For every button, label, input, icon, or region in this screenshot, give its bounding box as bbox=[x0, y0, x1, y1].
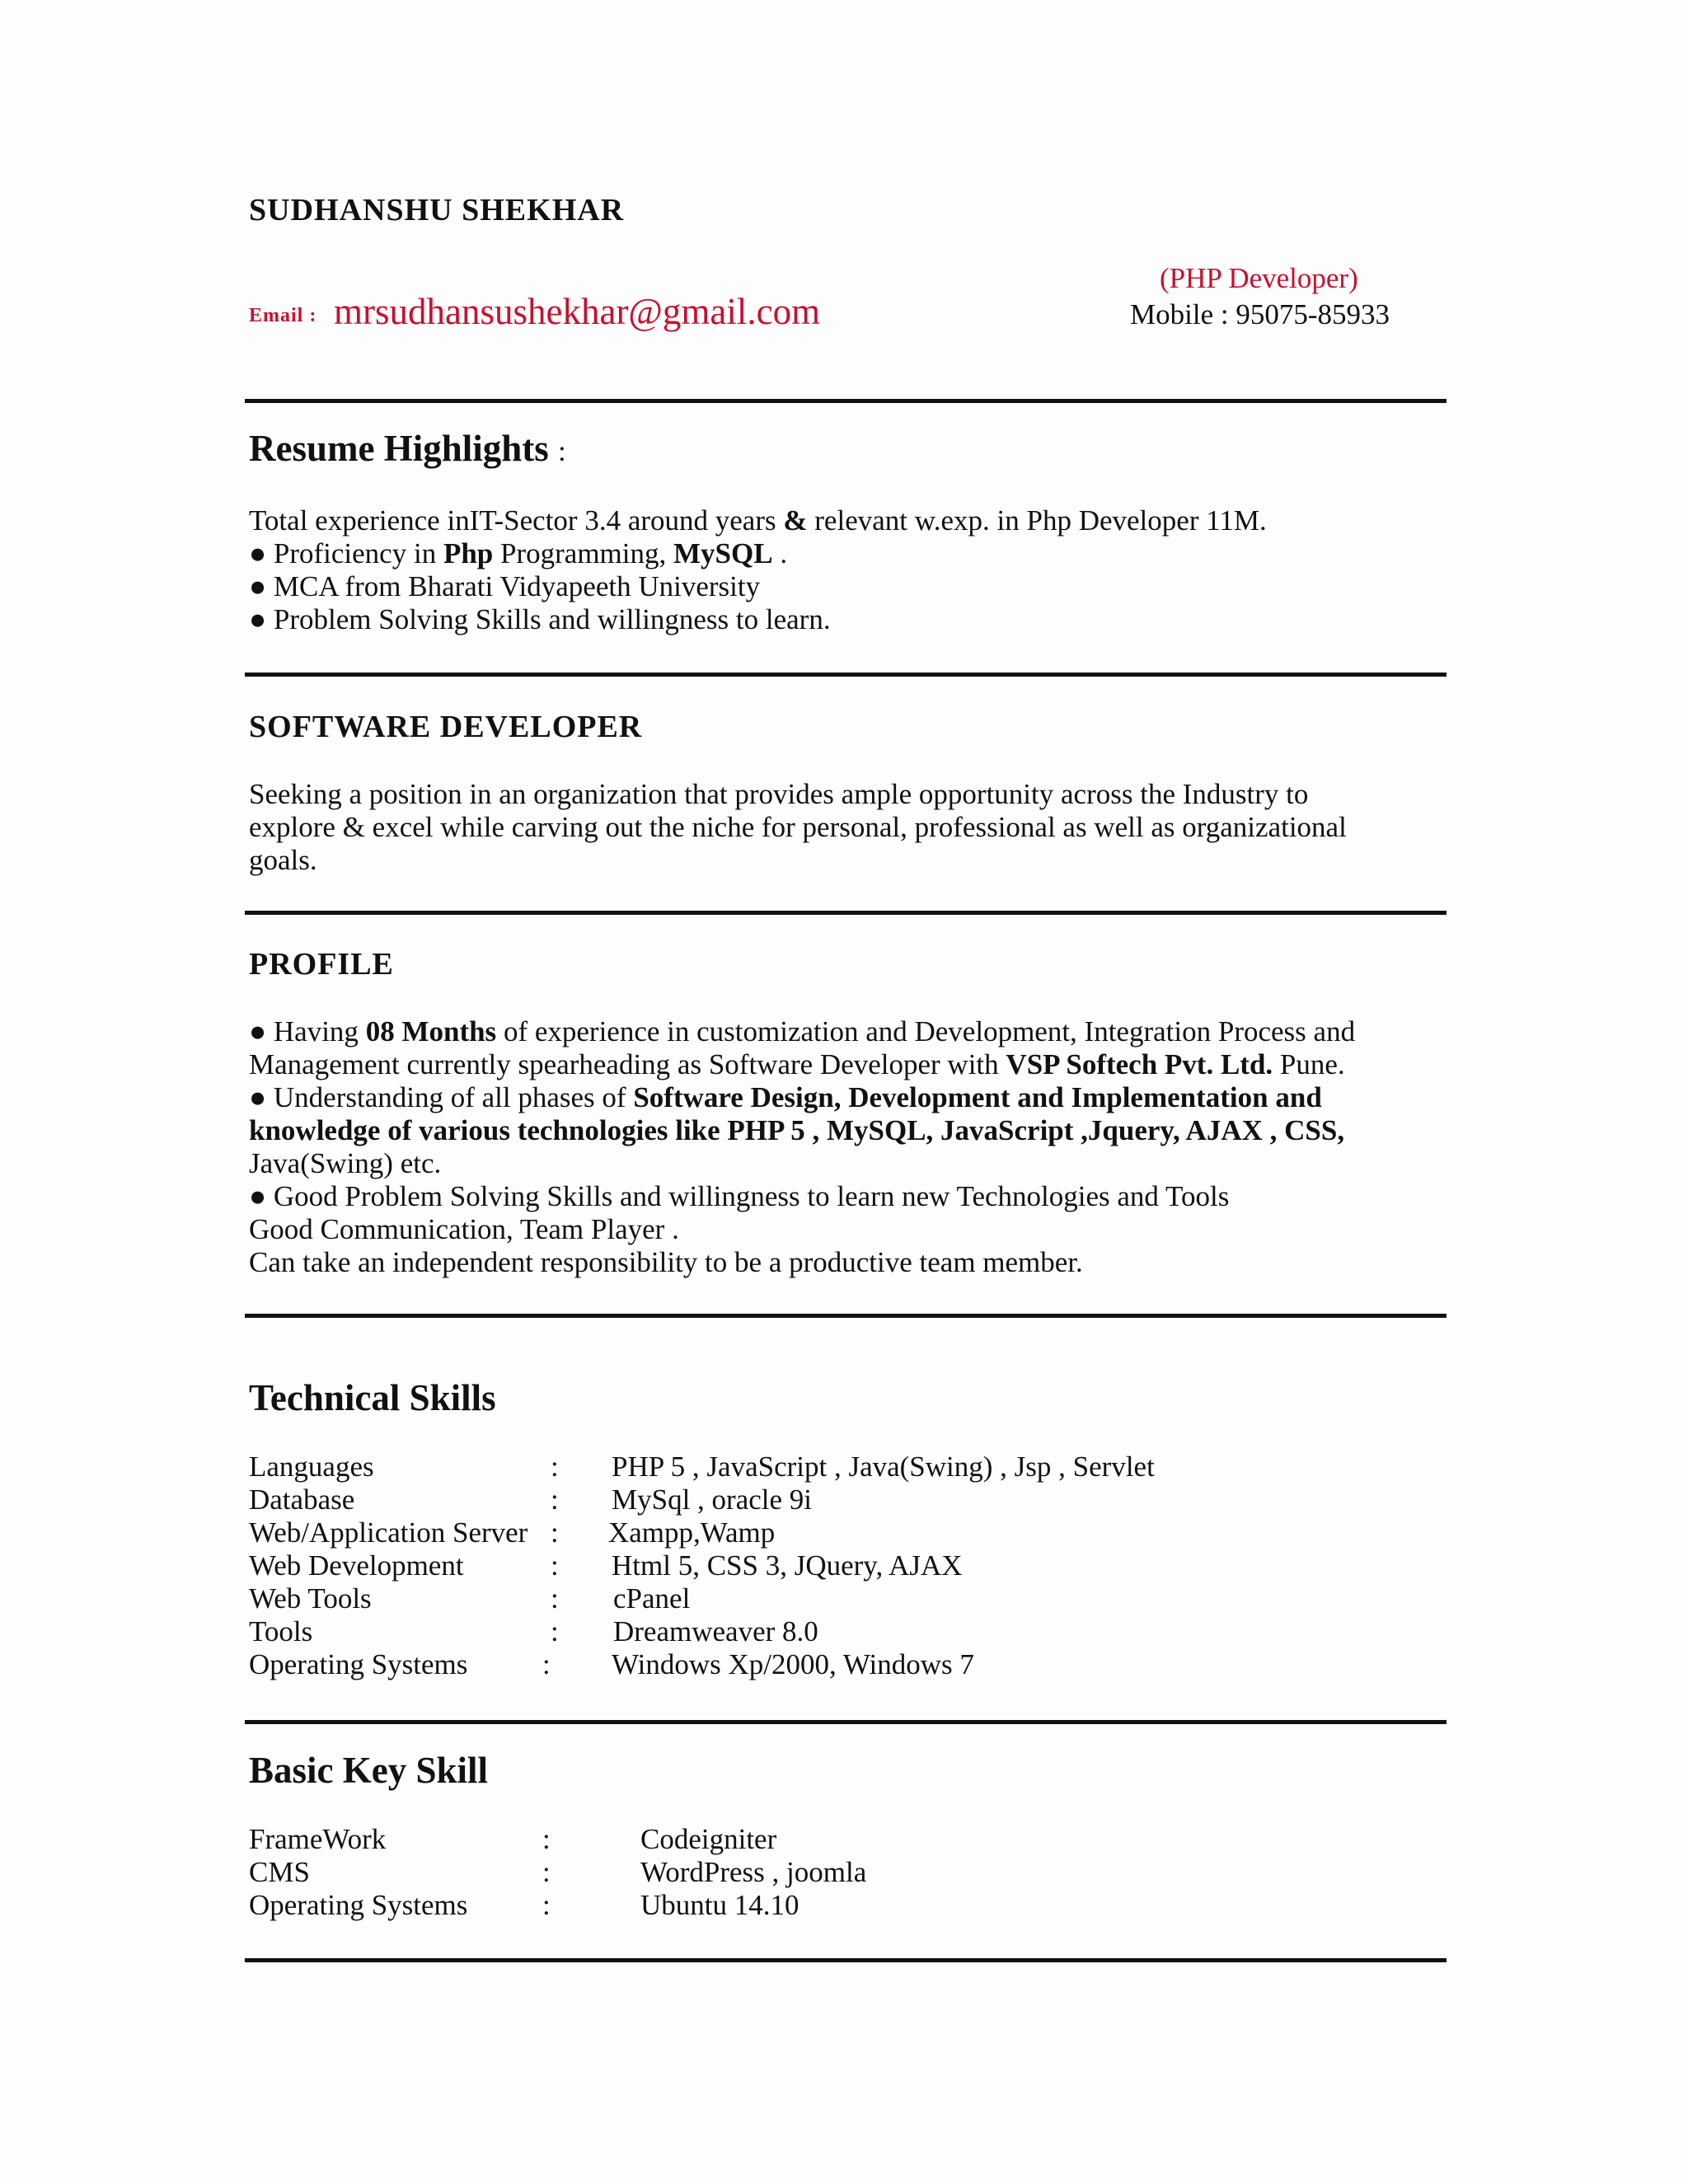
highlight-text: Programming, bbox=[493, 537, 673, 569]
skill-separator: : bbox=[551, 1516, 559, 1549]
highlight-line-mca: ● MCA from Bharati Vidyapeeth University bbox=[249, 570, 761, 602]
objective-line: goals. bbox=[249, 844, 317, 876]
skill-label: Web/Application Server bbox=[249, 1516, 528, 1549]
candidate-name: SUDHANSHU SHEKHAR bbox=[249, 193, 625, 227]
skill-separator: : bbox=[551, 1582, 559, 1615]
profile-line: Can take an independent responsibility to be a productive team member. bbox=[249, 1246, 1083, 1278]
highlight-text: relevant w.exp. in Php Developer 11M. bbox=[807, 504, 1267, 537]
profile-phases: Software Design, Development and Implementation and bbox=[633, 1081, 1322, 1113]
profile-line bbox=[249, 1048, 1345, 1081]
profile-company: VSP Softech Pvt. Ltd. bbox=[1006, 1048, 1273, 1080]
skill-separator: : bbox=[542, 1648, 551, 1680]
skill-value: Codeigniter bbox=[640, 1823, 777, 1855]
skill-value: Ubuntu 14.10 bbox=[640, 1889, 799, 1921]
divider bbox=[245, 1314, 1447, 1318]
objective-line: Seeking a position in an organization that provides ample opportunity across the Industry to bbox=[249, 778, 1309, 810]
skill-value: cPanel bbox=[613, 1582, 691, 1615]
profile-duration: 08 Months bbox=[365, 1015, 497, 1047]
skill-label: Operating Systems bbox=[249, 1648, 468, 1680]
profile-line: Java(Swing) etc. bbox=[249, 1147, 442, 1179]
highlights-heading bbox=[249, 427, 566, 470]
highlight-text: Total experience inIT-Sector 3.4 around years bbox=[249, 504, 784, 537]
divider bbox=[245, 1958, 1447, 1962]
divider bbox=[245, 399, 1447, 403]
profile-text: ● Understanding of all phases of bbox=[249, 1081, 634, 1113]
profile-line: ● Good Problem Solving Skills and willingness to learn new Technologies and Tools bbox=[249, 1180, 1230, 1212]
highlight-php: Php bbox=[443, 537, 494, 569]
profile-line: Good Communication, Team Player . bbox=[249, 1213, 679, 1245]
skill-label: FrameWork bbox=[249, 1823, 387, 1855]
skill-value: WordPress , joomla bbox=[640, 1856, 867, 1888]
skill-label: CMS bbox=[249, 1856, 310, 1888]
skill-value: PHP 5 , JavaScript , Java(Swing) , Jsp , Servlet bbox=[612, 1451, 1155, 1483]
highlights-title-colon: : bbox=[558, 435, 566, 467]
highlight-line-experience bbox=[249, 504, 1267, 537]
skill-label: Operating Systems bbox=[249, 1889, 468, 1921]
technical-skills-heading: Technical Skills bbox=[249, 1377, 496, 1418]
profile-text: Pune. bbox=[1273, 1048, 1345, 1080]
divider bbox=[245, 911, 1447, 915]
highlight-line-proficiency bbox=[249, 537, 787, 570]
skill-label: Web Development bbox=[249, 1549, 464, 1582]
highlights-title: Resume Highlights bbox=[249, 428, 549, 469]
skill-value: Windows Xp/2000, Windows 7 bbox=[612, 1648, 974, 1680]
skill-label: Languages bbox=[249, 1451, 374, 1483]
profile-heading: PROFILE bbox=[249, 947, 394, 982]
skill-label: Database bbox=[249, 1483, 355, 1516]
role-title: (PHP Developer) bbox=[1160, 262, 1358, 294]
highlight-amp: & bbox=[783, 504, 808, 537]
email-label: Email : bbox=[249, 305, 317, 326]
highlight-text: . bbox=[772, 537, 788, 569]
divider bbox=[245, 1720, 1447, 1724]
skill-label: Tools bbox=[249, 1615, 313, 1647]
highlight-mysql: MySQL bbox=[673, 537, 773, 569]
skill-separator: : bbox=[542, 1823, 551, 1855]
skill-value: MySql , oracle 9i bbox=[612, 1483, 813, 1516]
email-link[interactable]: mrsudhansushekhar@gmail.com bbox=[334, 291, 821, 332]
profile-text: of experience in customization and Development, Integration Process and bbox=[496, 1015, 1356, 1047]
objective-line: explore & excel while carving out the niche for personal, professional as well as organizational bbox=[249, 811, 1347, 843]
skill-label: Web Tools bbox=[249, 1582, 372, 1615]
skill-separator: : bbox=[542, 1856, 551, 1888]
profile-line bbox=[249, 1081, 1322, 1114]
objective-heading: SOFTWARE DEVELOPER bbox=[249, 710, 643, 744]
divider bbox=[245, 673, 1447, 677]
skill-value: Dreamweaver 8.0 bbox=[613, 1615, 818, 1647]
basic-skills-heading: Basic Key Skill bbox=[249, 1750, 489, 1791]
profile-line-technologies: knowledge of various technologies like PHP 5 , MySQL, JavaScript ,Jquery, AJAX , CSS, bbox=[249, 1114, 1345, 1146]
mobile-number: Mobile : 95075-85933 bbox=[1130, 298, 1390, 330]
highlight-line-problem-solving: ● Problem Solving Skills and willingness to learn. bbox=[249, 603, 831, 635]
skill-value: Xampp,Wamp bbox=[608, 1516, 776, 1549]
skill-separator: : bbox=[551, 1451, 559, 1483]
profile-text: Management currently spearheading as Software Developer with bbox=[249, 1048, 1006, 1080]
skill-value: Html 5, CSS 3, JQuery, AJAX bbox=[612, 1549, 963, 1582]
highlight-text: ● Proficiency in bbox=[249, 537, 443, 569]
skill-separator: : bbox=[551, 1549, 559, 1582]
profile-text: ● Having bbox=[249, 1015, 366, 1047]
skill-separator: : bbox=[551, 1615, 559, 1647]
skill-separator: : bbox=[542, 1889, 551, 1921]
profile-line bbox=[249, 1015, 1355, 1048]
skill-separator: : bbox=[551, 1483, 559, 1516]
